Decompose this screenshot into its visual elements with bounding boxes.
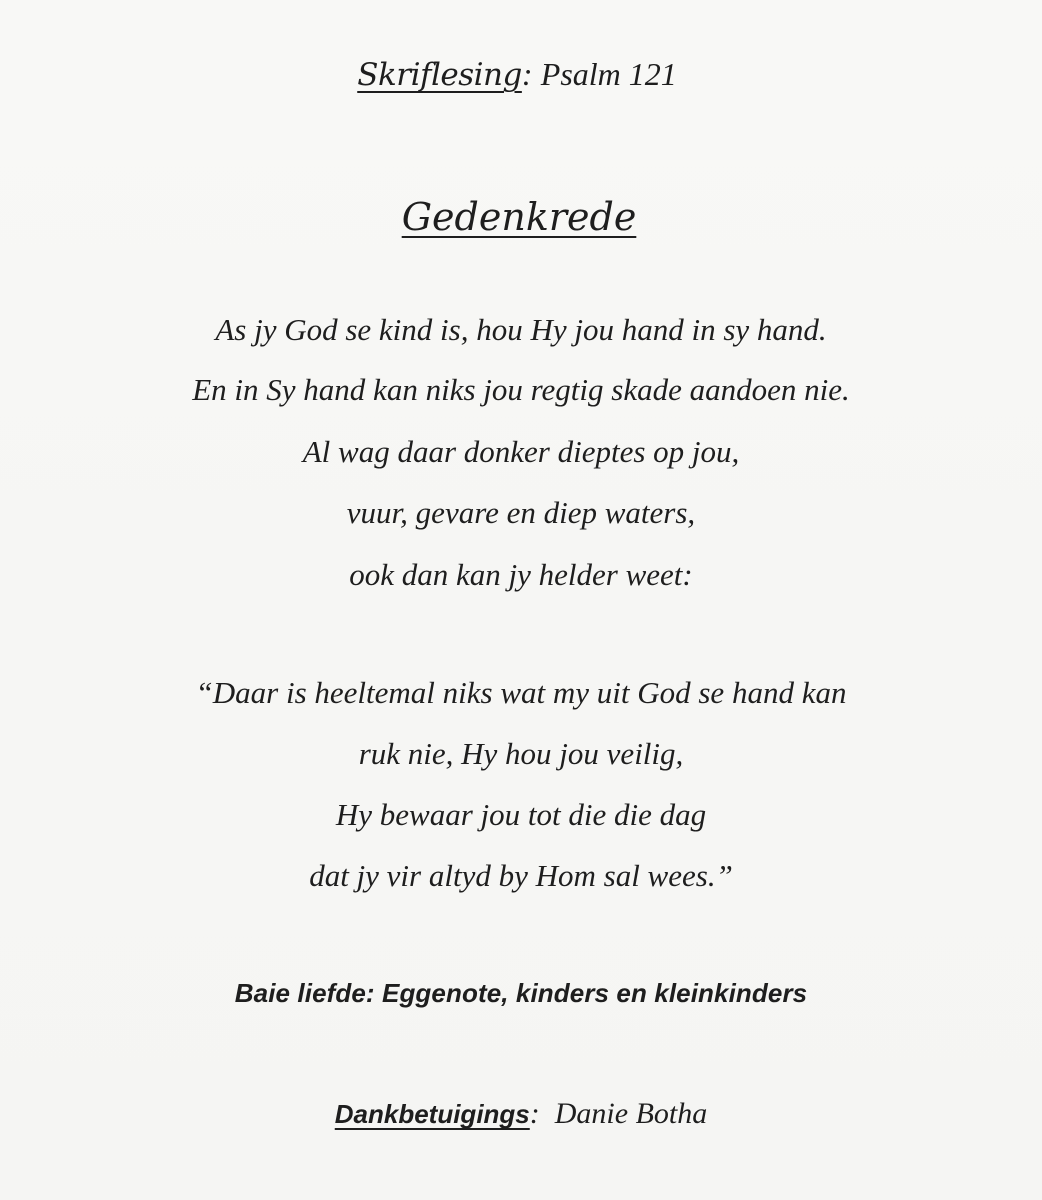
memorial-heading: Gedenkrede bbox=[401, 195, 637, 239]
poem-line: As jy God se kind is, hou Hy jou hand in sy hand. bbox=[215, 312, 827, 347]
acknowledgements-separator: : bbox=[529, 1097, 540, 1130]
scripture-reading-separator: : bbox=[521, 56, 533, 92]
poem-line: ook dan kan jy helder weet: bbox=[349, 557, 693, 592]
scripture-reading-reference: Psalm 121 bbox=[540, 56, 677, 92]
acknowledgements-name: Danie Botha bbox=[554, 1097, 708, 1130]
poem-line: Al wag daar donker dieptes op jou, bbox=[302, 434, 740, 469]
poem-line: dat jy vir altyd by Hom sal wees.” bbox=[309, 858, 733, 893]
poem-line: En in Sy hand kan niks jou regtig skade aandoen nie. bbox=[192, 372, 850, 407]
love-line: Baie liefde: Eggenote, kinders en kleinkinders bbox=[234, 978, 808, 1008]
scripture-reading-label: Skriflesing bbox=[357, 57, 522, 93]
poem-line: Hy bewaar jou tot die die dag bbox=[335, 797, 707, 832]
poem-line: ruk nie, Hy hou jou veilig, bbox=[358, 736, 684, 771]
scripture-reading-line bbox=[0, 58, 1038, 92]
poem-line: “Daar is heeltemal niks wat my uit God se hand kan bbox=[195, 675, 847, 710]
poem-line: vuur, gevare en diep waters, bbox=[346, 495, 696, 530]
acknowledgements-line bbox=[0, 1099, 1042, 1129]
acknowledgements-label: Dankbetuigings bbox=[334, 1099, 530, 1129]
